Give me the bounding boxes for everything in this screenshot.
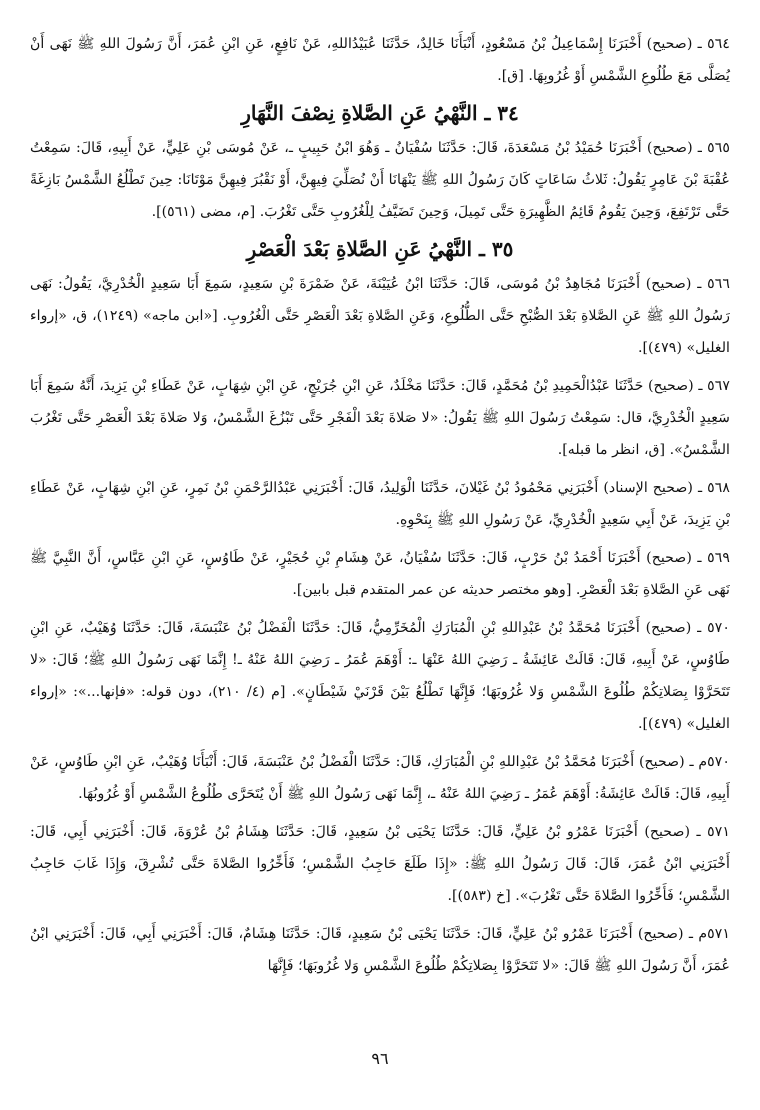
- hadith-570m: ٥٧٠م ـ (صحيح) أَخْبَرَنَا مُحَمَّدُ بْنُ عَبْدِاللهِ بْنِ الْمُبَارَكِ، قَالَ: حَدَّثَنَا الْفَضْلُ بْنُ عَنْبَسَةَ، قَالَ: أَنْبَأَنَا وُهَيْبٌ، عَنِ ابْنِ طَاوُسٍ، عَنْ أَبِيهِ، قَالَ: قَالَتْ عَائِشَةُ: أَوْهَمَ عُمَرُ ـ رَضِيَ اللهُ عَنْهُ ـ، إِنَّمَا نَهَى رَسُولُ اللهِ ﷺ أَنْ يُتَحَرَّى طُلُوعُ الشَّمْسِ أَوْ غُرُوبُهَا.: [30, 754, 730, 802]
- hadith-568: ٥٦٨ ـ (صحيح الإسناد) أَخْبَرَنِي مَحْمُودُ بْنُ غَيْلانَ، حَدَّثَنَا الْوَلِيدُ، قَالَ: أَخْبَرَنِي عَبْدُالرَّحْمَنِ بْنُ نَمِرٍ، عَنِ ابْنِ شِهَابٍ، عَنْ عَطَاءِ بْنِ يَزِيدَ، عَنْ أَبِي سَعِيدٍ الْخُدْرِيِّ، عَنْ رَسُولِ اللهِ ﷺ بِنَحْوِهِ.: [30, 480, 730, 528]
- chapter-heading-35: ٣٥ ـ النَّهْيُ عَنِ الصَّلاةِ بَعْدَ الْعَصْرِ: [246, 237, 514, 261]
- chapter-heading-34: ٣٤ ـ النَّهْيُ عَنِ الصَّلاةِ نِصْفَ النَّهَارِ: [241, 101, 519, 125]
- page-number: ٩٦: [371, 1049, 389, 1068]
- hadith-571: ٥٧١ ـ (صحيح) أَخْبَرَنَا عَمْرُو بْنُ عَلِيٍّ، قَالَ: حَدَّثَنَا يَحْيَى بْنُ سَعِيدٍ، قَالَ: حَدَّثَنَا هِشَامُ بْنُ عُرْوَةَ، قَالَ: أَخْبَرَنِي أَبِي، قَالَ: أَخْبَرَنِي ابْنُ عُمَرَ، قَالَ: قَالَ رَسُولُ اللهِ ﷺ: «إِذَا طَلَعَ حَاجِبُ الشَّمْسِ؛ فَأَخِّرُوا الصَّلاةَ حَتَّى تُشْرِقَ، وَإِذَا غَابَ حَاجِبُ الشَّمْسِ؛ فَأَخِّرُوا الصَّلاةَ حَتَّى تَغْرُبَ». [خ (٥٨٣)].: [30, 824, 730, 904]
- hadith-569: ٥٦٩ ـ (صحيح) أَخْبَرَنَا أَحْمَدُ بْنُ حَرْبٍ، قَالَ: حَدَّثَنَا سُفْيَانُ، عَنْ هِشَامِ بْنِ حُجَيْرٍ، عَنْ طَاوُسٍ، عَنِ ابْنِ عَبَّاسٍ، أَنَّ النَّبِيَّ ﷺ نَهَى عَنِ الصَّلاةِ بَعْدَ الْعَصْرِ. [وهو مختصر حديثه عن عمر المتقدم قبل بابين].: [30, 550, 730, 598]
- hadith-565: ٥٦٥ ـ (صحيح) أَخْبَرَنَا حُمَيْدُ بْنُ مَسْعَدَةَ، قَالَ: حَدَّثَنَا سُفْيَانُ ـ وَهُوَ ابْنُ حَبِيبٍ ـ، عَنْ مُوسَى بْنِ عَلِيٍّ، عَنْ أَبِيهِ، قَالَ: سَمِعْتُ عُقْبَةَ بْنَ عَامِرٍ يَقُولُ: ثَلاثُ سَاعَاتٍ كَانَ رَسُولُ اللهِ ﷺ يَنْهَانَا أَنْ نُصَلِّيَ فِيهِنَّ، أَوْ نَقْبُرَ فِيهِنَّ مَوْتَانَا: حِينَ تَطْلُعُ الشَّمْسُ بَازِغَةً حَتَّى تَرْتَفِعَ، وَحِينَ يَقُومُ قَائِمُ الظَّهِيرَةِ حَتَّى تَمِيلَ، وَحِينَ تَضَيَّفُ لِلْغُرُوبِ حَتَّى تَغْرُبَ. [م، مضى (٥٦١)].: [30, 140, 730, 220]
- hadith-566: ٥٦٦ ـ (صحيح) أَخْبَرَنَا مُجَاهِدُ بْنُ مُوسَى، قَالَ: حَدَّثَنَا ابْنُ عُيَيْنَةَ، عَنْ ضَمْرَةَ بْنِ سَعِيدٍ، سَمِعَ أَبَا سَعِيدٍ الْخُدْرِيَّ، يَقُولُ: نَهَى رَسُولُ اللهِ ﷺ عَنِ الصَّلاةِ بَعْدَ الصُّبْحِ حَتَّى الطُّلُوعِ، وَعَنِ الصَّلاةِ بَعْدَ الْعَصْرِ حَتَّى الْغُرُوبِ. [«ابن ماجه» (١٢٤٩)، ق، «إرواء الغليل» (٤٧٩)].: [30, 276, 730, 356]
- hadith-564: ٥٦٤ ـ (صحيح) أَخْبَرَنَا إِسْمَاعِيلُ بْنُ مَسْعُودٍ، أَنْبَأَنَا خَالِدٌ، حَدَّثَنَا عُبَيْدُاللهِ، عَنْ نَافِعٍ، عَنِ ابْنِ عُمَرَ، أَنَّ رَسُولَ اللهِ ﷺ نَهَى أَنْ يُصَلَّى مَعَ طُلُوعِ الشَّمْسِ أَوْ غُرُوبِهَا. [ق].: [30, 36, 730, 84]
- hadith-570: ٥٧٠ ـ (صحيح) أَخْبَرَنَا مُحَمَّدُ بْنُ عَبْدِاللهِ بْنِ الْمُبَارَكِ الْمُخَرِّمِيُّ، قَالَ: حَدَّثَنَا الْفَضْلُ بْنُ عَنْبَسَةَ، قَالَ: حَدَّثَنَا وُهَيْبٌ، عَنِ ابْنِ طَاوُسٍ، عَنْ أَبِيهِ، قَالَ: قَالَتْ عَائِشَةُ ـ رَضِيَ اللهُ عَنْهَا ـ: أَوْهَمَ عُمَرُ ـ رَضِيَ اللهُ عَنْهُ ـ! إِنَّمَا نَهَى رَسُولُ اللهِ ﷺ؛ قَالَ: «لا تَتَحَرَّوْا بِصَلاتِكُمْ طُلُوعَ الشَّمْسِ وَلا غُرُوبَهَا؛ فَإِنَّهَا تَطْلُعُ بَيْنَ قَرْنَيْ شَيْطَانٍ». [م (٤/ ٢١٠)، دون قوله: «فإنها...»: «إرواء الغليل» (٤٧٩)].: [30, 620, 730, 732]
- hadith-571m: ٥٧١م ـ (صحيح) أَخْبَرَنَا عَمْرُو بْنُ عَلِيٍّ، قَالَ: حَدَّثَنَا يَحْيَى بْنُ سَعِيدٍ، قَالَ: حَدَّثَنَا هِشَامٌ، قَالَ: أَخْبَرَنِي أَبِي، قَالَ: أَخْبَرَنِي ابْنُ عُمَرَ، أَنَّ رَسُولَ اللهِ ﷺ قَالَ: «لا تَتَحَرَّوْا بِصَلاتِكُمْ طُلُوعَ الشَّمْسِ وَلا غُرُوبَهَا؛ فَإِنَّهَا: [30, 926, 730, 974]
- hadith-567: ٥٦٧ ـ (صحيح) حَدَّثَنَا عَبْدُالْحَمِيدِ بْنُ مُحَمَّدٍ، قَالَ: حَدَّثَنَا مَخْلَدٌ، عَنِ ابْنِ جُرَيْجٍ، عَنِ ابْنِ شِهَابٍ، عَنْ عَطَاءِ بْنِ يَزِيدَ، أَنَّهُ سَمِعَ أَبَا سَعِيدٍ الْخُدْرِيَّ، قال: سَمِعْتُ رَسُولَ اللهِ ﷺ يَقُولُ: «لا صَلاةَ بَعْدَ الْفَجْرِ حَتَّى تَبْزُغَ الشَّمْسُ، وَلا صَلاةَ بَعْدَ الْعَصْرِ حَتَّى تَغْرُبَ الشَّمْسُ». [ق، انظر ما قبله].: [30, 378, 730, 458]
